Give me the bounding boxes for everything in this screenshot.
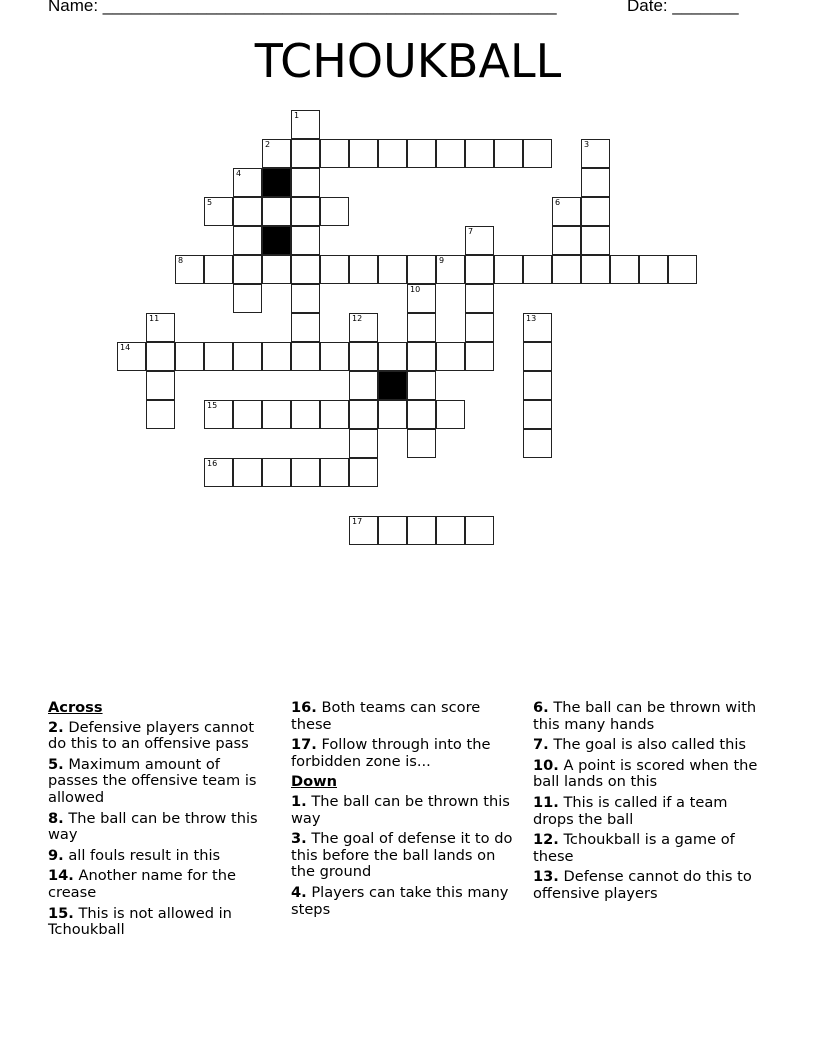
answer-cell[interactable] [494,139,523,168]
cell-number: 7 [468,227,474,236]
answer-cell[interactable] [581,197,610,226]
answer-cell[interactable] [320,139,349,168]
cell-number: 11 [149,314,160,323]
answer-cell[interactable] [639,255,668,284]
answer-cell[interactable] [233,458,262,487]
answer-cell[interactable] [436,342,465,371]
clue-down-1: 1. The ball can be thrown this way [291,792,510,827]
answer-cell[interactable] [349,429,378,458]
date-field[interactable]: Date: _______ [627,0,739,15]
answer-cell[interactable] [349,139,378,168]
answer-cell[interactable] [204,400,233,429]
answer-cell[interactable] [233,197,262,226]
clue-across-14: 14. Another name for the crease [48,867,236,901]
block-cell [262,168,291,197]
answer-cell[interactable] [465,139,494,168]
answer-cell[interactable] [436,516,465,545]
answer-cell[interactable] [407,429,436,458]
answer-cell[interactable] [552,255,581,284]
cell-number: 10 [410,285,421,294]
block-cell [378,371,407,400]
answer-cell[interactable] [349,371,378,400]
answer-cell[interactable] [407,139,436,168]
cell-number: 12 [352,314,363,323]
cell-number: 6 [555,198,561,207]
answer-cell[interactable] [291,284,320,313]
answer-cell[interactable] [262,400,291,429]
clues-column-3 [533,700,758,907]
answer-cell[interactable] [407,371,436,400]
cell-number: 3 [584,140,590,149]
answer-cell[interactable] [262,255,291,284]
answer-cell[interactable] [465,255,494,284]
cell-number: 8 [178,256,184,265]
answer-cell[interactable] [523,429,552,458]
answer-cell[interactable] [204,197,233,226]
answer-cell[interactable] [233,284,262,313]
answer-cell[interactable] [581,139,610,168]
clue-across-5: 5. Maximum amount of passes the offensive team is allowed [48,755,257,806]
answer-cell[interactable] [320,342,349,371]
cell-number: 15 [207,401,218,410]
cell-number: 9 [439,256,445,265]
answer-cell[interactable] [349,458,378,487]
answer-cell[interactable] [233,226,262,255]
answer-cell[interactable] [378,342,407,371]
answer-cell[interactable] [465,516,494,545]
answer-cell[interactable] [117,342,146,371]
answer-cell[interactable] [233,255,262,284]
answer-cell[interactable] [291,197,320,226]
puzzle-title: TCHOUKBALL [254,34,562,88]
answer-cell[interactable] [291,226,320,255]
answer-cell[interactable] [523,255,552,284]
answer-cell[interactable] [581,168,610,197]
answer-cell[interactable] [552,226,581,255]
down-heading: Down [291,773,338,791]
answer-cell[interactable] [523,342,552,371]
answer-cell[interactable] [378,255,407,284]
cell-number: 4 [236,169,242,178]
answer-cell[interactable] [291,139,320,168]
clue-across-8: 8. The ball can be throw this way [48,809,258,844]
answer-cell[interactable] [291,342,320,371]
answer-cell[interactable] [668,255,697,284]
answer-cell[interactable] [204,342,233,371]
clue-down-10: 10. A point is scored when the ball lands on this [533,756,758,791]
clue-down-12: 12. Tchoukball is a game of these [533,831,735,865]
answer-cell[interactable] [407,284,436,313]
answer-cell[interactable] [407,342,436,371]
clue-across-9: 9. all fouls result in this [48,846,221,864]
answer-cell[interactable] [262,139,291,168]
answer-cell[interactable] [523,371,552,400]
clue-down-4: 4. Players can take this many steps [291,883,509,918]
answer-cell[interactable] [320,400,349,429]
answer-cell[interactable] [465,313,494,342]
answer-cell[interactable] [378,400,407,429]
answer-cell[interactable] [378,139,407,168]
clue-across-17: 17. Follow through into the forbidden zone is... [291,736,491,770]
answer-cell[interactable] [233,342,262,371]
answer-cell[interactable] [204,255,233,284]
answer-cell[interactable] [146,400,175,429]
answer-cell[interactable] [175,342,204,371]
clue-down-6: 6. The ball can be thrown with this many hands [533,699,757,733]
answer-cell[interactable] [407,255,436,284]
answer-cell[interactable] [552,197,581,226]
clue-across-2: 2. Defensive players cannot do this to an offensive pass [48,718,255,753]
answer-cell[interactable] [320,197,349,226]
answer-cell[interactable] [349,516,378,545]
answer-cell[interactable] [291,168,320,197]
answer-cell[interactable] [204,458,233,487]
clue-down-13: 13. Defense cannot do this to offensive players [533,868,752,902]
answer-cell[interactable] [175,255,204,284]
answer-cell[interactable] [436,139,465,168]
answer-cell[interactable] [494,255,523,284]
name-field[interactable]: Name: ________________________________________________ [48,0,557,15]
answer-cell[interactable] [262,458,291,487]
answer-cell[interactable] [146,313,175,342]
answer-cell[interactable] [291,255,320,284]
answer-cell[interactable] [436,400,465,429]
answer-cell[interactable] [378,516,407,545]
answer-cell[interactable] [291,400,320,429]
clues-column-1 [48,700,273,943]
clues-column-2 [291,700,516,922]
clue-across-16: 16. Both teams can score these [291,699,481,733]
answer-cell[interactable] [407,400,436,429]
answer-cell[interactable] [581,255,610,284]
clue-down-7: 7. The goal is also called this [533,736,747,754]
answer-cell[interactable] [349,342,378,371]
answer-cell[interactable] [146,371,175,400]
answer-cell[interactable] [407,516,436,545]
answer-cell[interactable] [610,255,639,284]
answer-cell[interactable] [349,255,378,284]
answer-cell[interactable] [465,284,494,313]
cell-number: 14 [120,343,131,352]
answer-cell[interactable] [233,168,262,197]
answer-cell[interactable] [349,313,378,342]
answer-cell[interactable] [291,458,320,487]
answer-cell[interactable] [436,255,465,284]
cell-number: 1 [294,111,300,120]
answer-cell[interactable] [291,313,320,342]
cell-number: 16 [207,459,218,468]
cell-number: 2 [265,140,271,149]
across-heading: Across [48,699,103,716]
answer-cell[interactable] [349,400,378,429]
clue-across-15: 15. This is not allowed in Tchoukball [48,904,232,939]
cell-number: 17 [352,517,363,526]
answer-cell[interactable] [523,400,552,429]
answer-cell[interactable] [465,226,494,255]
answer-cell[interactable] [233,400,262,429]
answer-cell[interactable] [523,313,552,342]
answer-cell[interactable] [581,226,610,255]
answer-cell[interactable] [262,197,291,226]
cell-number: 13 [526,314,537,323]
answer-cell[interactable] [262,342,291,371]
clue-down-11: 11. This is called if a team drops the ball [533,793,728,828]
answer-cell[interactable] [523,139,552,168]
answer-cell[interactable] [146,342,175,371]
clue-down-3: 3. The goal of defense it to do this before the ball lands on the ground [291,830,513,881]
answer-cell[interactable] [320,458,349,487]
cell-number: 5 [207,198,213,207]
answer-cell[interactable] [407,313,436,342]
answer-cell[interactable] [291,110,320,139]
answer-cell[interactable] [465,342,494,371]
block-cell [262,226,291,255]
answer-cell[interactable] [320,255,349,284]
